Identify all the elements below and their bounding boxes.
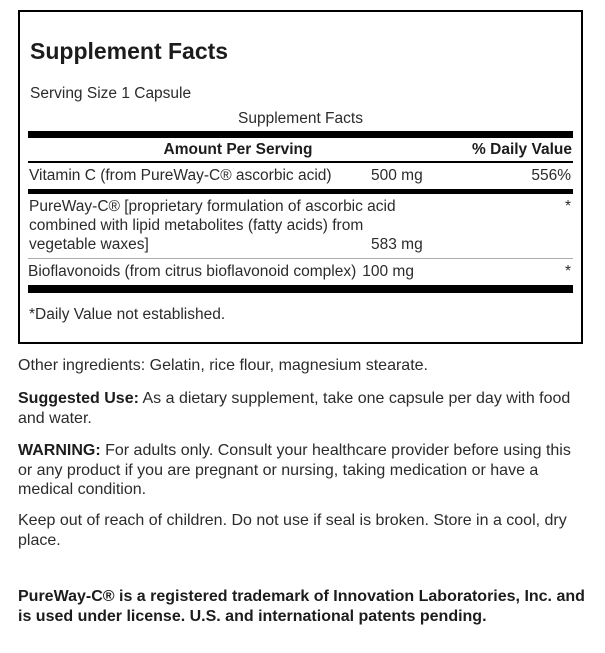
panel-title: Supplement Facts	[30, 38, 229, 64]
other-ingredients-text: Other ingredients: Gelatin, rice flour, magnesium stearate.	[18, 357, 428, 374]
trademark-notice: PureWay-C® is a registered trademark of Innovation Laboratories, Inc. and is used under license. U.S. and international patents pending.	[18, 588, 585, 625]
nutrient-amount: 500 mg	[371, 167, 423, 184]
nutrient-name: Vitamin C (from PureWay-C® ascorbic acid)	[29, 167, 332, 184]
table-header-row	[28, 138, 573, 161]
amount-per-serving-header: Amount Per Serving	[163, 141, 313, 158]
warning-paragraph	[18, 441, 585, 500]
nutrient-name: Bioflavonoids (from citrus bioflavonoid complex)	[28, 263, 357, 280]
panel-subheader: Supplement Facts	[238, 110, 363, 127]
nutrient-row-vitamin-c	[28, 163, 573, 189]
warning-text: For adults only. Consult your healthcare provider before using this or any product if you are pregnant or nursing, taking medication or have a medical condition.	[18, 442, 571, 498]
nutrient-row-bioflavonoids	[28, 259, 573, 285]
suggested-use-text: As a dietary supplement, take one capsule per day with food and water.	[18, 390, 571, 427]
nutrient-amount: 100 mg	[362, 263, 414, 280]
nutrient-daily-value: 556%	[531, 167, 571, 184]
dv-footnote: *Daily Value not established.	[29, 306, 226, 323]
top-divider-bar	[28, 131, 573, 138]
warning-label: WARNING:	[18, 442, 101, 459]
nutrient-row-pureway-c	[28, 194, 573, 258]
nutrient-amount: 583 mg	[371, 236, 423, 253]
suggested-use-label: Suggested Use:	[18, 390, 139, 407]
serving-size: Serving Size 1 Capsule	[30, 85, 192, 102]
daily-value-header: % Daily Value	[472, 141, 572, 158]
nutrient-name-and-amount	[28, 262, 573, 281]
nutrient-daily-value: *	[564, 198, 571, 215]
suggested-use-paragraph	[18, 389, 585, 428]
supplement-facts-panel	[18, 10, 583, 344]
nutrient-daily-value: *	[564, 263, 571, 280]
nutrient-name: PureWay-C® [proprietary formulation of ascorbic acid combined with lipid metabolites (fatty acids) from vegetable waxes]	[29, 198, 396, 253]
storage-warning-text: Keep out of reach of children. Do not use if seal is broken. Store in a cool, dry place.	[18, 512, 567, 549]
bottom-divider-bar	[28, 285, 573, 293]
